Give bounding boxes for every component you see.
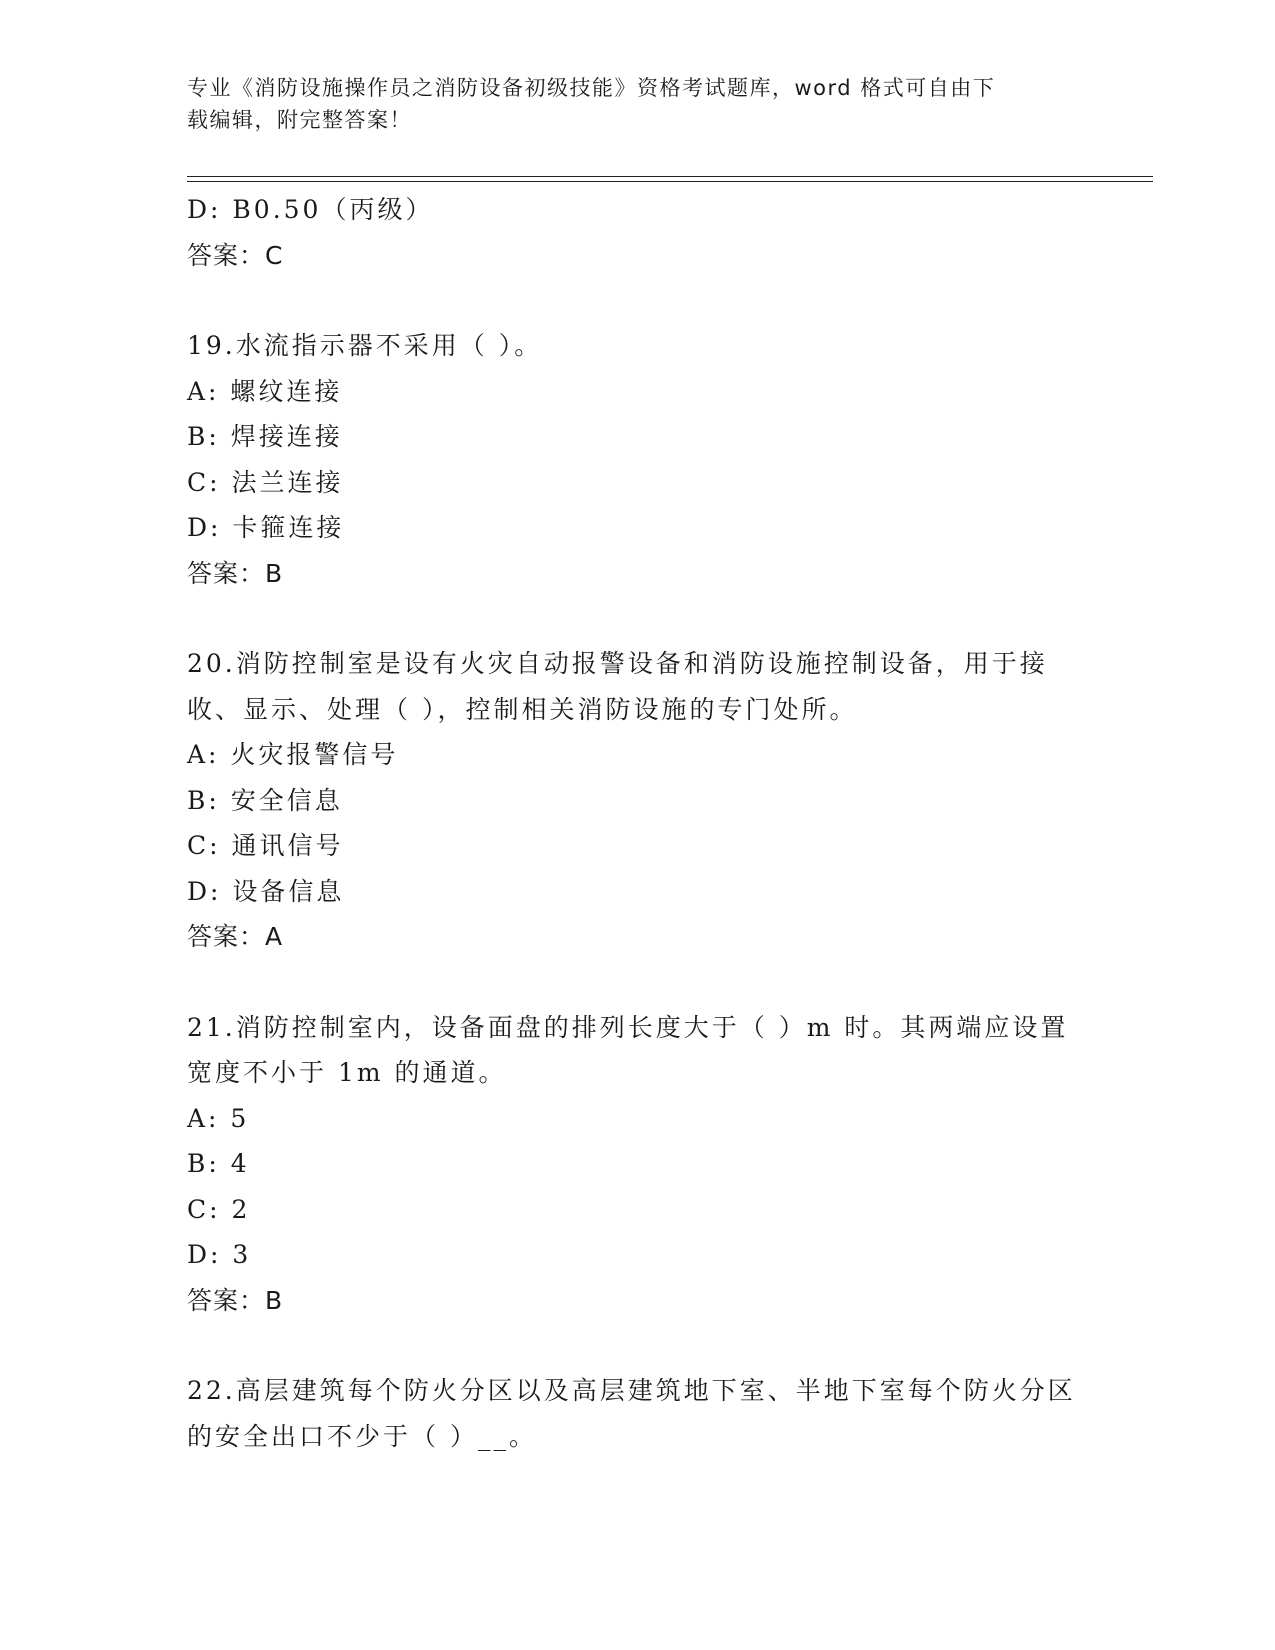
question-stem: 21.消防控制室内，设备面盘的排列长度大于（ ）m 时。其两端应设置宽度不小于 1m 的通道。 — [187, 1012, 1069, 1087]
option-b: B: 4 — [187, 1149, 250, 1178]
question-content — [187, 187, 1077, 1459]
option-b: B: 焊接连接 — [187, 422, 343, 451]
option-a: A: 螺纹连接 — [187, 376, 343, 406]
question-22 — [187, 1368, 1077, 1459]
option-c: C: 法兰连接 — [187, 467, 344, 497]
option-d: D: 设备信息 — [187, 876, 345, 906]
question-stem: 22.高层建筑每个防火分区以及高层建筑地下室、半地下室每个防火分区的安全出口不少于（ ）__。 — [187, 1376, 1076, 1451]
header-divider-bottom — [187, 181, 1153, 182]
answer: 答案：A — [187, 922, 284, 951]
question-19 — [187, 323, 1077, 596]
header-divider-top — [187, 176, 1153, 177]
option-d: D: 3 — [187, 1240, 252, 1269]
document-header — [187, 72, 1067, 136]
option-b: B: 安全信息 — [187, 785, 343, 815]
option-a: A: 5 — [187, 1103, 250, 1133]
header-line-1: 专业《消防设施操作员之消防设备初级技能》资格考试题库，word 格式可自由下 — [187, 76, 996, 100]
prev-option-d: D: B0.50（丙级） — [187, 195, 434, 224]
prev-answer: 答案：C — [187, 240, 284, 270]
option-d: D: 卡箍连接 — [187, 513, 345, 542]
question-21 — [187, 1005, 1077, 1324]
question-stem: 19.水流指示器不采用（ ）。 — [187, 331, 543, 360]
option-c: C: 2 — [187, 1194, 251, 1224]
option-a: A: 火灾报警信号 — [187, 740, 399, 769]
answer: 答案：B — [187, 558, 284, 588]
option-c: C: 通讯信号 — [187, 831, 344, 860]
answer: 答案：B — [187, 1285, 284, 1315]
header-line-2: 载编辑，附完整答案！ — [187, 108, 412, 132]
question-20 — [187, 641, 1077, 960]
question-stem: 20.消防控制室是设有火灾自动报警设备和消防设施控制设备，用于接收、显示、处理（ ），控制相关消防设施的专门处所。 — [187, 649, 1048, 724]
